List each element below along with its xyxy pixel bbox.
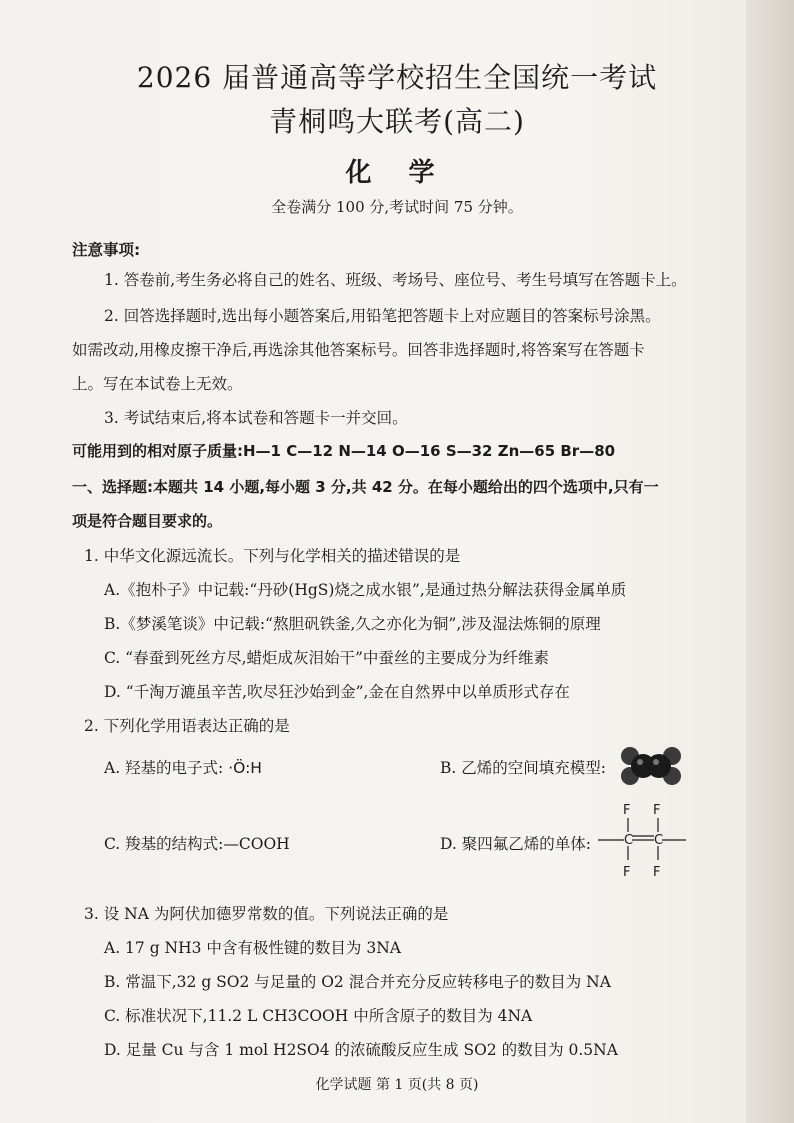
q3-stem: 3. 设 NA 为阿伏加德罗常数的值。下列说法正确的是 — [84, 905, 449, 923]
q2-option-d: D. 聚四氟乙烯的单体: — [440, 835, 591, 853]
q2-stem: 2. 下列化学用语表达正确的是 — [84, 717, 290, 735]
atomic-masses: 可能用到的相对原子质量:H—1 C—12 N—14 O—16 S—32 Zn—65 Br—80 — [72, 442, 616, 460]
fluorine-label: F — [653, 803, 661, 818]
fluorine-label: F — [653, 865, 661, 880]
q1-option-b: B.《梦溪笔谈》中记载:“熬胆矾铁釜,久之亦化为铜”,涉及湿法炼铜的原理 — [104, 615, 601, 633]
q1-option-d: D. “千淘万漉虽辛苦,吹尽狂沙始到金”,金在自然界中以单质形式存在 — [104, 683, 570, 701]
section-heading: 一、选择题:本题共 14 小题,每小题 3 分,共 42 分。在每小题给出的四个选项中,只有一 — [72, 478, 659, 496]
exam-meta: 全卷满分 100 分,考试时间 75 分钟。 — [271, 198, 523, 216]
svg-text:C: C — [624, 833, 634, 848]
q2-option-a — [104, 756, 262, 778]
fluorine-label: F — [623, 865, 631, 880]
q1-option-a: A.《抱朴子》中记载:“丹砂(HgS)烧之成水银”,是通过热分解法获得金属单质 — [104, 581, 627, 599]
q2-option-c: C. 羧基的结构式:—COOH — [104, 835, 290, 853]
ethylene-space-filling-model — [618, 746, 684, 786]
section-heading-cont: 项是符合题目要求的。 — [72, 512, 223, 530]
fluorine-label: F — [623, 803, 631, 818]
subject-title: 化 学 — [345, 158, 449, 188]
q1-option-c: C. “春蚕到死丝方尽,蜡炬成灰泪始干”中蚕丝的主要成分为纤维素 — [104, 649, 549, 667]
note-item-2-end: 上。写在本试卷上无效。 — [72, 375, 243, 393]
exam-subtitle: 青桐鸣大联考(高二) — [269, 105, 525, 138]
notes-heading: 注意事项: — [72, 241, 141, 259]
hydroxyl-electron-formula: ·Ö:H — [228, 759, 262, 777]
tetrafluoroethylene-structure — [596, 796, 690, 882]
q1-stem: 1. 中华文化源远流长。下列与化学相关的描述错误的是 — [84, 547, 461, 565]
page-footer: 化学试题 第 1 页(共 8 页) — [315, 1077, 479, 1093]
note-item-2-cont: 如需改动,用橡皮擦干净后,再选涂其他答案标号。回答非选择题时,将答案写在答题卡 — [72, 341, 645, 359]
q3-option-b: B. 常温下,32 g SO2 与足量的 O2 混合并充分反应转移电子的数目为 NA — [104, 973, 611, 991]
exam-title: 2026 届普通高等学校招生全国统一考试 — [136, 61, 658, 94]
note-item-1: 1. 答卷前,考生务必将自己的姓名、班级、考场号、座位号、考生号填写在答题卡上。 — [104, 271, 687, 289]
q3-option-c: C. 标准状况下,11.2 L CH3COOH 中所含原子的数目为 4NA — [104, 1007, 533, 1025]
svg-text:C: C — [654, 833, 664, 848]
note-item-2: 2. 回答选择题时,选出每小题答案后,用铅笔把答题卡上对应题目的答案标号涂黑。 — [104, 307, 661, 325]
q2-option-a-label: A. 羟基的电子式: — [104, 759, 224, 777]
q3-option-d: D. 足量 Cu 与含 1 mol H2SO4 的浓硫酸反应生成 SO2 的数目为 0.5NA — [104, 1041, 618, 1059]
q3-option-a: A. 17 g NH3 中含有极性键的数目为 3NA — [104, 939, 401, 957]
note-item-3: 3. 考试结束后,将本试卷和答题卡一并交回。 — [104, 409, 408, 427]
q2-option-b: B. 乙烯的空间填充模型: — [440, 759, 606, 777]
